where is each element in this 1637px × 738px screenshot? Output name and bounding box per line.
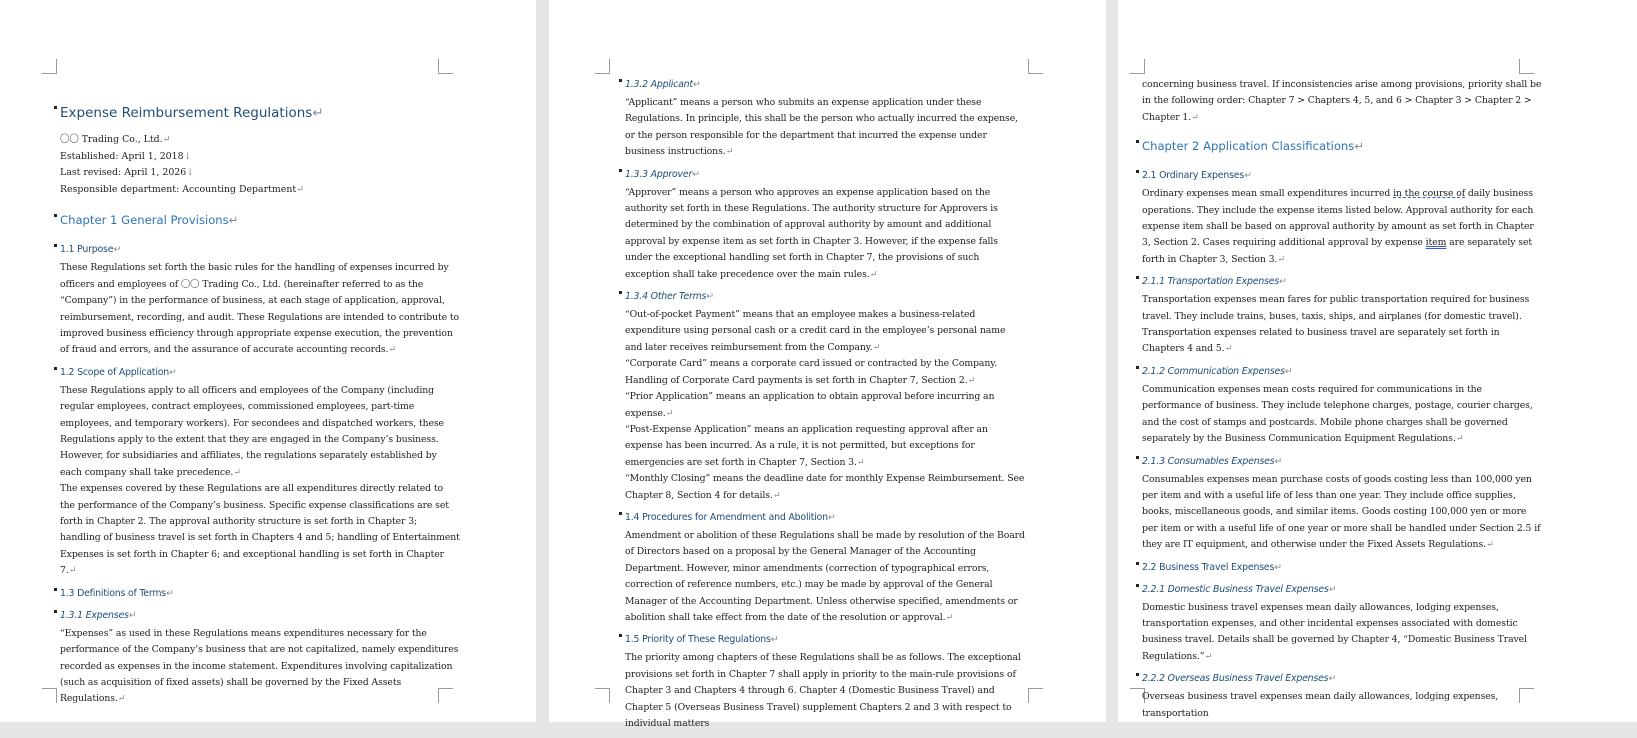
section-1-3-2-text[interactable]: “Applicant” means a person who submits an expense application under these Regulations. In principle, this shall be the person who actually incurred the expense, or the person responsible for the department that incurred the expense under business instructions.↵ — [625, 97, 1018, 158]
section-heading-block — [1142, 560, 1542, 576]
section-1-2-text-1[interactable]: These Regulations apply to all officers and employees of the Company (including regular employees, contract employees, commissioned employees, part-time employees, and temporary workers). For secondees and dispatched workers, these Regulations apply to the extent that they are engaged in the Company’s business. However, for subsidiaries and affiliates, the regulations separately established by each company shall take precedence.↵ — [60, 384, 444, 478]
section-1-3-4-text-2[interactable]: “Corporate Card” means a corporate card issued or contracted by the Company. Handling of Corporate Card payments is set forth in Chapter 7, Section 2.↵ — [625, 358, 998, 386]
chapter-1-heading[interactable]: Chapter 1 General Provisions↵ — [60, 213, 239, 228]
paragraph-mark: ↵ — [228, 213, 239, 228]
paragraph-mark: ↵ — [1277, 253, 1286, 265]
paragraph-mark: ↵ — [1279, 276, 1287, 288]
paragraph-mark: ↵ — [1328, 673, 1336, 685]
paragraph-mark: ↵ — [1354, 139, 1365, 154]
section-2-1-1-text[interactable]: Transportation expenses mean fares for public transportation required for business travel. They include trains, buses, taxis, ships, and airplanes (for domestic travel). Transportation expenses related to business travel are separately set forth in Chapters 4 and 5.↵ — [1142, 294, 1530, 355]
section-1-3-4-text-3[interactable]: “Prior Application” means an application to obtain approval before incurring an expense.↵ — [625, 391, 995, 419]
document-page-1 — [0, 0, 536, 722]
section-1-3-4-text-5[interactable]: “Monthly Closing” means the deadline date for monthly Expense Reimbursement. See Chapter 8, Section 4 for details.↵ — [625, 473, 1025, 501]
subsection-heading-block — [60, 608, 460, 624]
paragraph-mark: ↵ — [1455, 433, 1464, 445]
section-1-3-1-heading[interactable]: 1.3.1 Expenses↵ — [60, 609, 137, 621]
paragraph-mark: ↵ — [945, 611, 954, 623]
section-1-5-text[interactable]: The priority among chapters of these Regulations shall be as follows. The exceptional provisions set forth in Chapter 7 shall apply in priority to the main-rule provisions of Chapter 3 and Chapters 4 through 6. Chapter 4 (Domestic Business Travel) and Chapter 5 (Overseas Business Travel) supplement Chapters 2 and 3 with respect to individual matters — [625, 652, 1021, 729]
paragraph-mark: ↵ — [665, 407, 674, 419]
paragraph-mark: ↵ — [856, 456, 865, 468]
paragraph-mark: ↵ — [872, 341, 881, 353]
page-content[interactable] — [625, 77, 1025, 738]
paragraph-mark: ↵ — [827, 511, 836, 523]
corner-mark — [1519, 59, 1534, 74]
subsection-heading-block — [625, 77, 1025, 93]
section-1-2-heading[interactable]: 1.2 Scope of Application↵ — [60, 366, 177, 378]
paragraph-mark: ↵ — [1191, 111, 1199, 123]
section-1-3-heading[interactable]: 1.3 Definitions of Terms↵ — [60, 587, 174, 599]
title-block — [60, 104, 460, 122]
paragraph-mark: ↵ — [1204, 650, 1213, 662]
chapter-heading-block — [60, 212, 460, 228]
grammar-flag-underline[interactable]: in the course of — [1393, 188, 1466, 200]
section-2-1-3-heading[interactable]: 2.1.3 Consumables Expenses↵ — [1142, 455, 1283, 467]
subsection-heading-block — [1142, 274, 1542, 290]
corner-mark — [1130, 59, 1145, 74]
section-2-1-3-text[interactable]: Consumables expenses mean purchase costs of goods costing less than 100,000 yen per item and with a useful life of less than one year. They include office supplies, books, miscellaneous goods, and similar items. Goods costing 100,000 yen or more per item or with a useful life of one year or more shall be handled under Section 2.5 if they are IT equipment, and otherwise under the Fixed Assets Regulations.↵ — [1142, 473, 1541, 551]
corner-mark — [438, 59, 453, 74]
paragraph-mark: ↵ — [692, 79, 701, 90]
section-2-2-2-heading[interactable]: 2.2.2 Overseas Business Travel Expenses↵ — [1142, 673, 1336, 685]
section-2-2-1-heading[interactable]: 2.2.1 Domestic Business Travel Expenses↵ — [1142, 583, 1337, 595]
section-heading-block — [60, 586, 460, 602]
section-2-1-1-heading[interactable]: 2.1.1 Transportation Expenses↵ — [1142, 276, 1287, 288]
paragraph-mark: ↵ — [162, 134, 171, 145]
subsection-heading-block — [1142, 582, 1542, 598]
section-1-4-heading[interactable]: 1.4 Procedures for Amendment and Abolition↵ — [625, 511, 836, 523]
section-2-1-2-text[interactable]: Communication expenses mean costs required for communications in the performance of business. They include telephone charges, postage, courier charges, and the cost of stamps and postcards. Mobile phone charges shall be governed separately by the Business Communication Equipment Regulations.↵ — [1142, 383, 1533, 445]
responsible-department[interactable]: Responsible department: Accounting Department↵ — [60, 183, 304, 195]
subsection-heading-block — [625, 167, 1025, 183]
corner-mark — [595, 688, 610, 703]
section-1-5-text-continued[interactable]: concerning business travel. If inconsistencies arise among provisions, priority shall be in the following order: Chapter 7 > Chapters 4, 5, and 6 > Chapter 3 > Chapter 2 > Chapter 1.↵ — [1142, 79, 1542, 123]
section-1-3-3-text[interactable]: “Approver” means a person who approves an expense application based on the authority set forth in these Regulations. The authority structure for Approvers is determined by the combination of approval authority by amount and additional approval by expense item as set forth in Chapter 3. However, if the expense falls under the exceptional handling set forth in Chapter 7, the provisions of such exception shall take precedence over the main rules.↵ — [625, 186, 998, 280]
paragraph-mark: ↵ — [165, 587, 174, 599]
established-date[interactable]: Established: April 1, 2018↓ — [60, 150, 192, 162]
paragraph-mark: ↵ — [1274, 455, 1283, 467]
paragraph-mark: ↵ — [725, 146, 734, 158]
section-heading-block — [60, 365, 460, 381]
paragraph-mark: ↵ — [117, 693, 126, 705]
paragraph-mark: ↵ — [869, 268, 878, 280]
section-2-1-text[interactable]: Ordinary expenses mean small expenditures incurred in the course of daily business operations. They include the expense items listed below. Approval authority for each expense item shall be based on approval authority by amount as set forth in Chapter 3, Section 2. Cases requiring additional approval by expense item are separately set forth in Chapter 3, Section 3.↵ — [1142, 188, 1534, 265]
chapter-heading-block — [1142, 138, 1542, 154]
document-meta — [60, 132, 460, 198]
paragraph-mark: ↵ — [312, 105, 324, 121]
subsection-heading-block — [1142, 671, 1542, 687]
section-2-1-2-heading[interactable]: 2.1.2 Communication Expenses↵ — [1142, 365, 1293, 377]
paragraph-mark: ↵ — [388, 344, 397, 356]
line-break-mark: ↓ — [186, 167, 195, 179]
corner-mark — [595, 59, 610, 74]
subsection-heading-block — [1142, 364, 1542, 380]
document-page-2 — [549, 0, 1106, 729]
page-content[interactable] — [1142, 77, 1542, 728]
section-1-3-3-heading[interactable]: 1.3.3 Approver↵ — [625, 168, 700, 180]
company-name[interactable]: 〇〇 Trading Co., Ltd.↵ — [60, 134, 171, 145]
section-2-2-heading[interactable]: 2.2 Business Travel Expenses↵ — [1142, 561, 1282, 573]
section-1-3-4-text-1[interactable]: “Out-of-pocket Payment” means that an employee makes a business-related expenditure using personal cash or a credit card in the employee’s personal name and later receives reimbursement from the Company.↵ — [625, 309, 1006, 353]
page-content[interactable] — [60, 104, 460, 714]
section-1-3-1-text[interactable]: “Expenses” as used in these Regulations means expenditures necessary for the performance of the Company’s business that are not capitalized, namely expenditures recorded as expenses in the income statement. Expenditures involving capitalization (such as acquisition of fixed assets) shall be governed by the Fixed Assets Regulations.↵ — [60, 627, 459, 705]
paragraph-mark: ↵ — [1284, 365, 1293, 377]
paragraph-mark: ↵ — [770, 634, 779, 646]
grammar-flag-underline[interactable]: item — [1425, 237, 1447, 249]
section-1-2-text-2[interactable]: The expenses covered by these Regulations are all expenditures directly related to the performance of the Company’s business. Specific expense classifications are set forth in Chapter 2. The approval authority structure is set forth in Chapter 3; handling of business travel is set forth in Chapters 4 and 5; handling of Entertainment Expenses is set forth in Chapter 6; and exceptional handling is set forth in Chapter 7.↵ — [60, 483, 460, 577]
paragraph-mark: ↵ — [1485, 539, 1494, 551]
document-title[interactable]: Expense Reimbursement Regulations↵ — [60, 105, 324, 121]
section-1-5-heading[interactable]: 1.5 Priority of These Regulations↵ — [625, 634, 779, 646]
section-1-3-4-heading[interactable]: 1.3.4 Other Terms↵ — [625, 291, 714, 303]
corner-mark — [42, 59, 57, 74]
section-2-2-1-text[interactable]: Domestic business travel expenses mean daily allowances, lodging expenses, transportation expenses, and other incidental expenses associated with domestic business travel. Details shall be governed by Chapter 4, “Domestic Business Travel Regulations.”↵ — [1142, 601, 1527, 662]
corner-mark — [1028, 688, 1043, 703]
paragraph-mark: ↵ — [68, 565, 77, 577]
section-heading-block — [1142, 168, 1542, 184]
section-heading-block — [625, 510, 1025, 526]
line-break-mark: ↓ — [183, 150, 192, 162]
paragraph-mark: ↵ — [233, 466, 241, 478]
section-1-1-text[interactable]: These Regulations set forth the basic rules for the handling of expenses incurred by officers and employees of 〇〇 Trading Co., Ltd. (hereinafter referred to as the “Company”) in the performance of business, at each stage of application, approval, reimbursement, recording, and audit. These Regulations are intended to contribute to improved business efficiency through appropriate expense execution, the prevention of fraud and errors, and the assurance of accurate accounting records.↵ — [60, 262, 460, 356]
paragraph-mark: ↵ — [128, 609, 137, 621]
section-1-1-heading[interactable]: 1.1 Purpose↵ — [60, 244, 121, 256]
paragraph-mark: ↵ — [692, 168, 700, 180]
section-2-2-2-text[interactable]: Overseas business travel expenses mean daily allowances, lodging expenses, transportation — [1142, 691, 1499, 719]
paragraph-mark: ↵ — [1244, 170, 1252, 182]
section-1-4-text[interactable]: Amendment or abolition of these Regulations shall be made by resolution of the Board of Directors based on a proposal by the General Manager of the Accounting Department. However, minor amendments (correction of typographical errors, correction of reference numbers, etc.) may be made by approval of the General Manager of the Accounting Department. Unless otherwise specified, amendments or abolition shall take effect from the date of the resolution or approval.↵ — [625, 529, 1025, 623]
paragraph-mark: ↵ — [772, 489, 781, 501]
paragraph-mark: ↵ — [706, 291, 714, 303]
paragraph-mark: ↵ — [296, 183, 304, 195]
section-1-3-2-heading[interactable]: 1.3.2 Applicant↵ — [625, 79, 701, 90]
paragraph-mark: ↵ — [1328, 583, 1337, 595]
paragraph-mark: ↵ — [169, 366, 177, 378]
section-1-3-4-text-4[interactable]: “Post-Expense Application” means an application requesting approval after an expense has been incurred. As a rule, it is not permitted, but exceptions for emergencies are set forth in Chapter 7, Section 3.↵ — [625, 423, 988, 468]
chapter-2-heading[interactable]: Chapter 2 Application Classifications↵ — [1142, 139, 1365, 154]
revised-date[interactable]: Last revised: April 1, 2026↓ — [60, 167, 195, 179]
section-2-1-heading[interactable]: 2.1 Ordinary Expenses↵ — [1142, 170, 1252, 182]
subsection-heading-block — [1142, 454, 1542, 470]
subsection-heading-block — [625, 289, 1025, 305]
paragraph-mark: ↵ — [967, 374, 976, 386]
section-heading-block — [625, 632, 1025, 648]
section-heading-block — [60, 242, 460, 258]
paragraph-mark: ↵ — [1224, 343, 1233, 355]
document-page-3 — [1118, 0, 1637, 722]
corner-mark — [1028, 59, 1043, 74]
corner-mark — [42, 688, 57, 703]
paragraph-mark: ↵ — [1274, 561, 1282, 573]
paragraph-mark: ↵ — [113, 244, 121, 256]
